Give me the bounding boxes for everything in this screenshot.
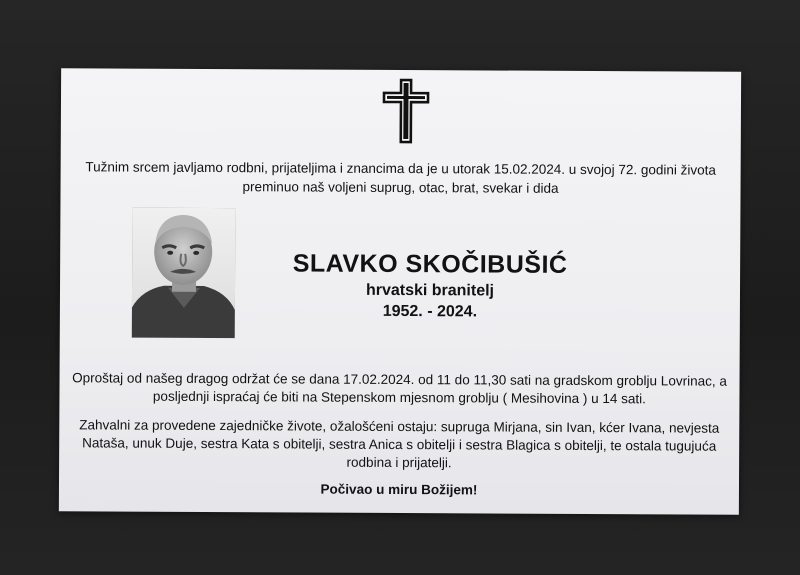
closing-line: Počivao u miru Božijem! — [320, 481, 478, 498]
announcement-line-2: preminuo naš voljeni suprug, otac, brat, svekar i dida — [242, 179, 559, 196]
cross-icon — [381, 78, 431, 144]
funeral-line-2: posljednji ispraćaj će biti na Stepenskom mjesnom groblju ( Mesihovina ) u 14 sati. — [152, 388, 646, 407]
funeral-line-1: Oproštaj od našeg dragog održat će se dana 17.02.2024. od 11 do 11,30 sati na gradskom groblju Lovrinac, a — [72, 370, 727, 389]
mourners-line-1: Zahvalni za provedene zajedničke živote, ožalošćeni ostaju: supruga Mirjana, sin Ivan, kćer Ivana, nevjesta — [79, 417, 720, 436]
announcement-text — [60, 157, 740, 199]
deceased-name: SLAVKO SKOČIBUŠIĆ — [292, 249, 568, 279]
mourners-line-3: rodbina i prijatelji. — [346, 454, 452, 471]
funeral-details — [59, 369, 739, 409]
announcement-line-1: Tužnim srcem javljamo rodbni, prijateljima i znancima da je u utorak 15.02.2024. u svojoj 72. godini života — [85, 159, 716, 178]
life-years: 1952. - 2024. — [382, 302, 478, 321]
mourners-line-2: Nataša, unuk Duje, sestra Kata s obitelji, sestra Anica s obitelji i sestra Blagica s obitelji, te ostala tugujuća — [82, 435, 717, 454]
mourners-list — [59, 416, 739, 474]
deceased-title: hrvatski branitelj — [365, 281, 495, 300]
obituary-notice — [59, 68, 741, 515]
